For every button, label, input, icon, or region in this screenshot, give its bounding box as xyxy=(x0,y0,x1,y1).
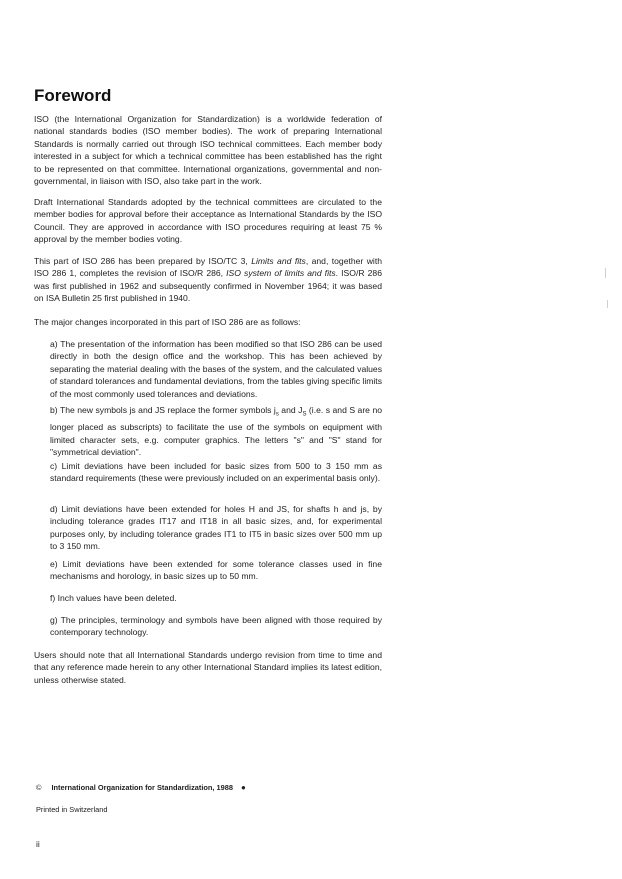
page-title: Foreword xyxy=(34,86,112,105)
history-text-3: . ISO/R 286 was first published in 1962 and subsequently confirmed in November 1964; it was based on ISA Bulletin 25 first published in 1940. xyxy=(34,268,382,304)
changes-intro: The major changes incorporated in this part of ISO 286 are as follows: xyxy=(34,317,301,327)
history-text-2: , and, together with ISO 286 1, completes the revision of ISO/R 286, xyxy=(34,256,382,279)
item-b-subscript-1: s xyxy=(275,411,279,418)
bullet-icon: ● xyxy=(240,783,246,792)
intro-paragraph: ISO (the International Organization for Standardization) is a worldwide federation of national standards bodies (ISO member bodies). The work of preparing International Standards is normally carried out through ISO technical committees. Each member body interested in a subject for which a technical committee has been established has the right to be represented on that committee. International organizations, governmental and non-governmental, in liaison with ISO, also take part in the work. xyxy=(34,114,382,187)
copyright-text: International Organization for Standardization, 1988 xyxy=(51,783,233,792)
change-item-e: e) Limit deviations have been extended for some tolerance classes used in fine mechanisms and horology, in basic sizes up to 50 mm. xyxy=(50,559,382,582)
change-item-b xyxy=(50,404,382,458)
history-standard-title: ISO system of limits and fits xyxy=(226,268,336,279)
history-committee-title: Limits and fits xyxy=(251,256,306,266)
item-b-subscript-2: S xyxy=(302,411,307,418)
item-b-text-1: b) The new symbols js and JS replace the former symbols j xyxy=(50,405,276,415)
page-number: ii xyxy=(36,839,40,849)
history-paragraph xyxy=(34,255,382,305)
change-item-c: c) Limit deviations have been included for basic sizes from 500 to 3 150 mm as standard requirements (these were previously included on an experimental basis only). xyxy=(50,461,382,484)
printed-in-line: Printed in Switzerland xyxy=(36,805,108,814)
change-item-d: d) Limit deviations have been extended for holes H and JS, for shafts h and js, by including tolerance grades IT17 and IT18 in all basic sizes, and, for experimental purposes only, by including tolerance grades IT1 to IT5 in basic sizes over 500 mm up to 3 150 mm. xyxy=(50,504,382,552)
history-text-1: This part of ISO 286 has been prepared by ISO/TC 3, xyxy=(34,256,252,266)
copyright-line xyxy=(36,783,246,792)
item-b-text-3: (i.e. s and S are no longer placed as subscripts) to facilitate the use of the symbols on equipment with limited character sets, e.g. computer graphics. The letters "s" and "S" stand for "symmetrical deviation". xyxy=(50,405,383,457)
change-item-f: f) Inch values have been deleted. xyxy=(50,593,177,603)
scan-margin-mark xyxy=(607,300,608,308)
item-b-text-2: and J xyxy=(278,405,303,415)
change-item-g: g) The principles, terminology and symbols have been aligned with those required by contemporary technology. xyxy=(50,615,382,638)
copyright-symbol: © xyxy=(36,783,42,792)
revision-note-paragraph: Users should note that all International Standards undergo revision from time to time and that any reference made herein to any other International Standard implies its latest edition, unless otherwise stated. xyxy=(34,650,382,685)
change-item-a: a) The presentation of the information has been modified so that ISO 286 can be used directly in both the design office and the workshop. This has been achieved by separating the material dealing with the bases of the system, and the calculated values of standard tolerances and fundamental deviations, from the tables giving specific limits of the most commonly used tolerances and deviations. xyxy=(50,339,382,399)
approval-paragraph: Draft International Standards adopted by the technical committees are circulated to the member bodies for approval before their acceptance as International Standards by the ISO Council. They are approved in accordance with ISO procedures requiring at least 75 % approval by the member bodies voting. xyxy=(34,197,382,245)
scan-margin-mark xyxy=(605,268,606,278)
